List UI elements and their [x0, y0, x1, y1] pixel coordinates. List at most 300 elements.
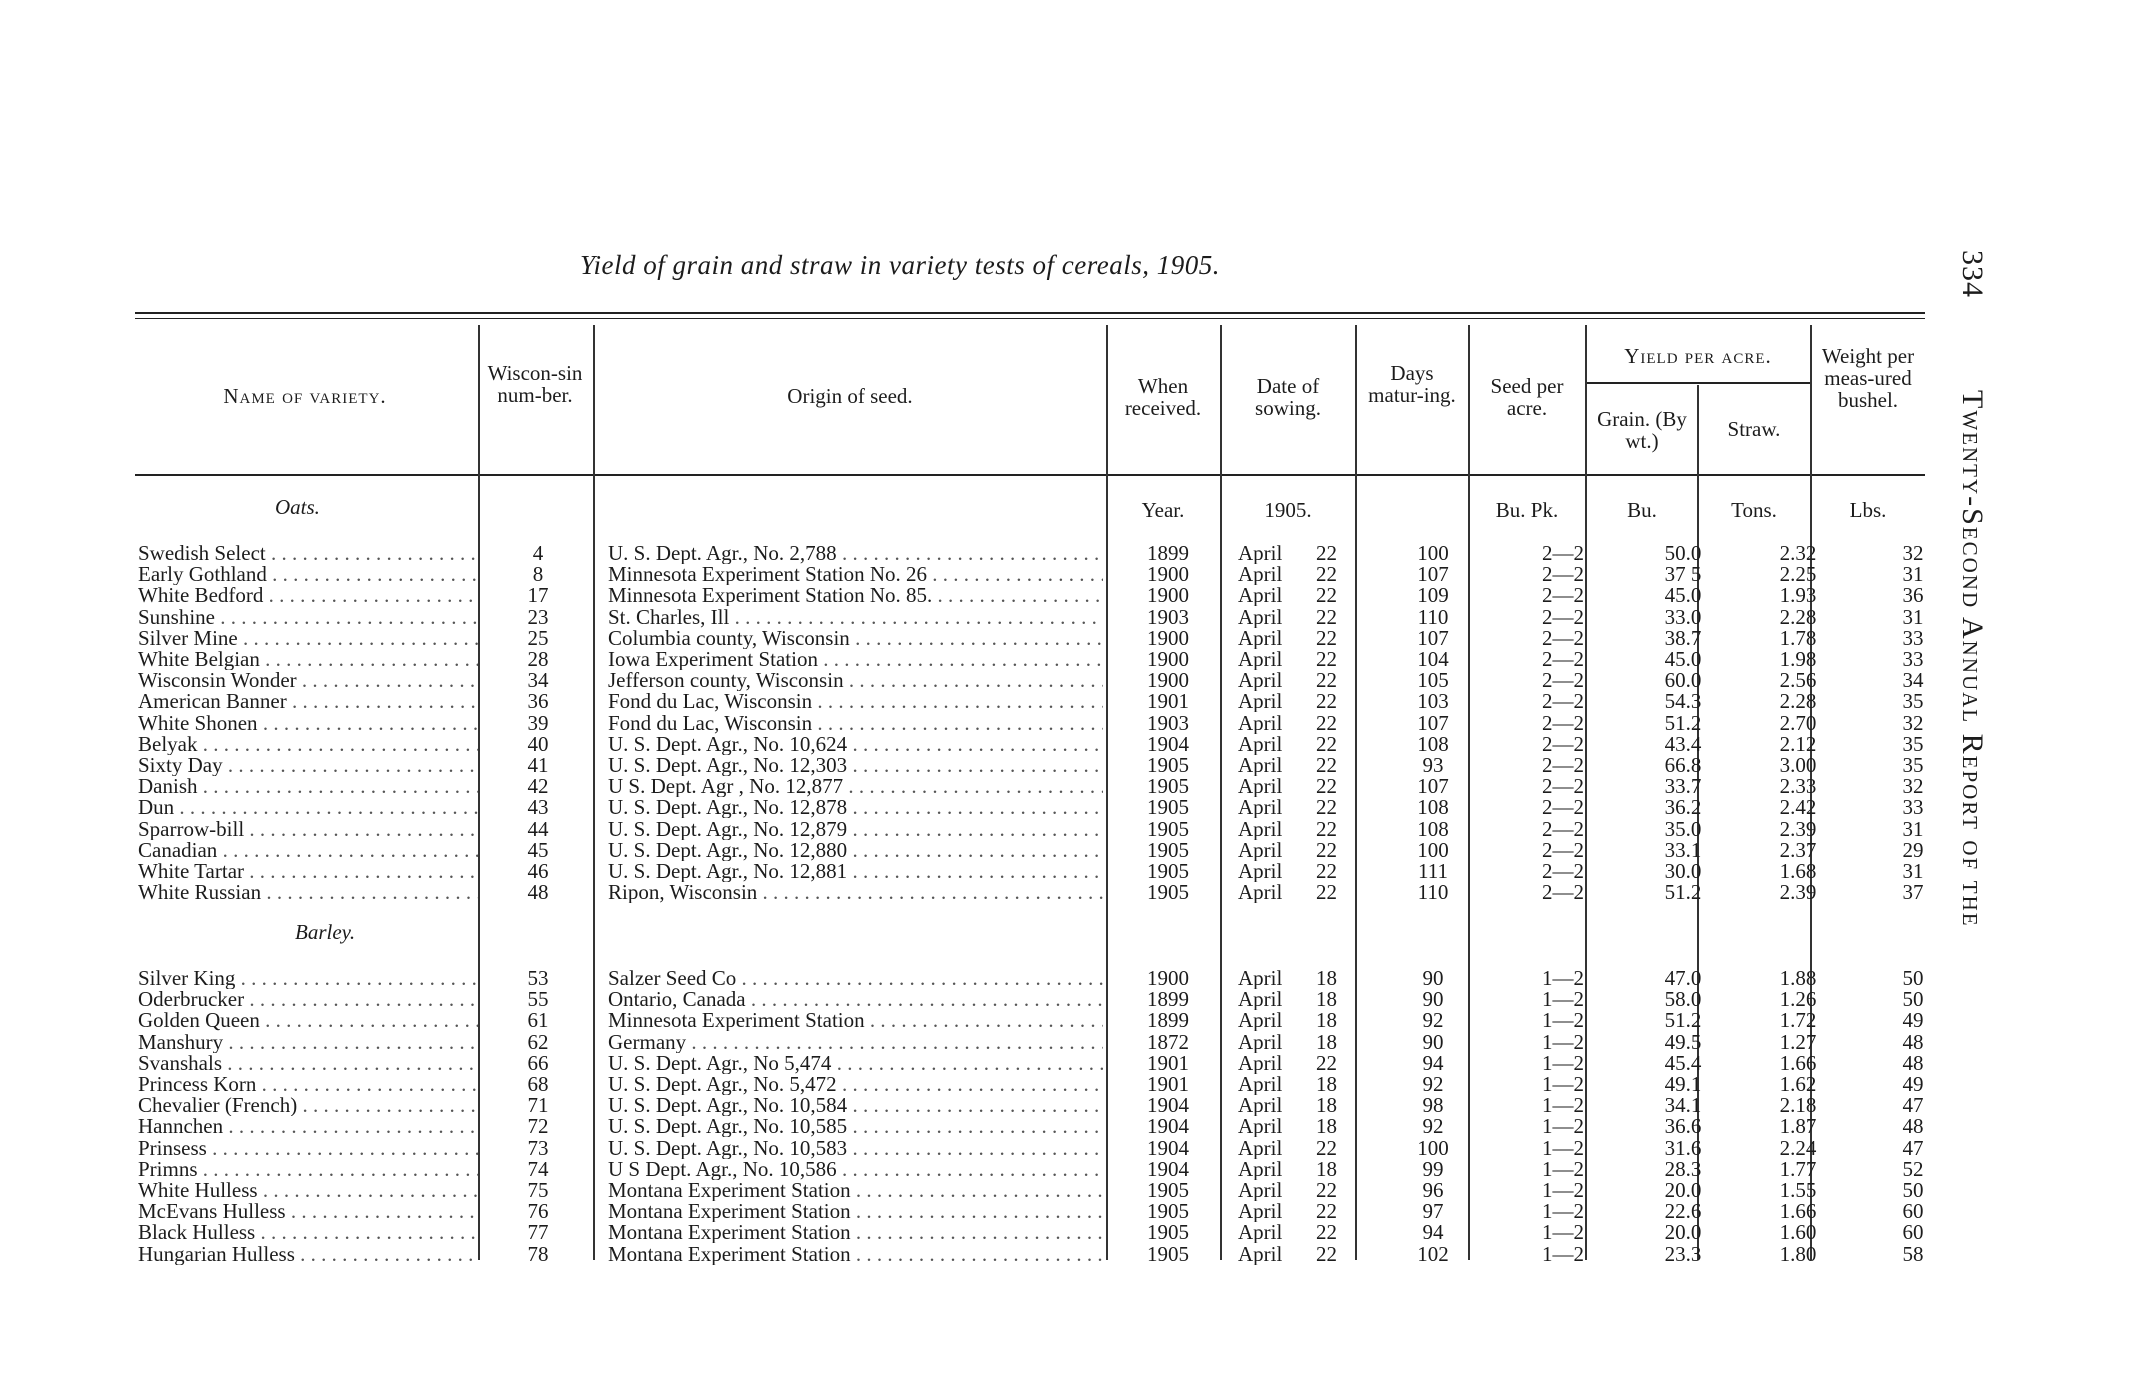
seed-per-acre: 2—2 [1542, 564, 1584, 586]
sowing-month: April [1238, 797, 1283, 819]
seed-per-acre: 1—2 [1542, 1052, 1584, 1074]
variety-name: Oderbrucker . . . [138, 989, 478, 1010]
days-maturing: 102 [1417, 1243, 1449, 1265]
days-maturing: 100 [1417, 1137, 1449, 1159]
seed-per-acre: 1—2 [1542, 1010, 1584, 1032]
sowing-day: 22 [1316, 733, 1337, 755]
date-of-sowing [1238, 564, 1368, 585]
variety-name: Princess Korn . . . [138, 1074, 478, 1095]
variety-name: Silver King . . . [138, 968, 478, 989]
sowing-month: April [1238, 627, 1283, 649]
date-of-sowing [1238, 1053, 1368, 1074]
variety-name: Swedish Select . . . [138, 543, 478, 564]
sowing-month: April [1238, 1243, 1283, 1265]
sowing-day: 22 [1316, 1243, 1337, 1265]
header-origin-of-seed: Origin of seed. [787, 384, 913, 408]
weight-per-bushel: 58 [1902, 1243, 1924, 1265]
when-received: 1905 [1147, 882, 1189, 904]
date-of-sowing [1238, 734, 1368, 755]
header-seed-per-acre: Seed per acre. [1490, 374, 1564, 420]
date-of-sowing [1238, 1180, 1368, 1201]
when-received: 1900 [1147, 627, 1189, 649]
origin-of-seed: U. S. Dept. Agr., No. 12,880 . . . [608, 840, 1103, 861]
straw-yield: 2.37 [1779, 839, 1817, 861]
days-maturing: 92 [1422, 1074, 1444, 1095]
when-received: 1903 [1147, 606, 1189, 628]
table-row [138, 755, 1928, 776]
weight-per-bushel: 35 [1902, 755, 1924, 776]
sowing-day: 22 [1316, 585, 1337, 607]
table-row [138, 861, 1928, 882]
sowing-month: April [1238, 1116, 1283, 1138]
sowing-month: April [1238, 989, 1283, 1011]
sowing-month: April [1238, 670, 1283, 692]
origin-of-seed: U. S. Dept. Agr., No. 12,303 . . . [608, 755, 1103, 776]
straw-yield: 2.18 [1779, 1095, 1817, 1117]
table-row [138, 1138, 1928, 1159]
seed-per-acre: 1—2 [1542, 989, 1584, 1011]
sowing-day: 22 [1316, 543, 1337, 564]
grain-yield: 23.3 [1664, 1243, 1702, 1265]
origin-of-seed: U S Dept. Agr., No. 10,586 . . . [608, 1159, 1103, 1180]
sowing-month: April [1238, 1052, 1283, 1074]
date-of-sowing [1238, 691, 1368, 712]
seed-per-acre: 2—2 [1542, 627, 1584, 649]
grain-yield: 33.7 [1664, 776, 1702, 798]
when-received: 1905 [1147, 776, 1189, 798]
seed-per-acre: 2—2 [1542, 712, 1584, 734]
wisconsin-number: 72 [527, 1116, 549, 1138]
straw-yield: 1.93 [1779, 585, 1817, 607]
sowing-day: 18 [1316, 1074, 1337, 1095]
when-received: 1905 [1147, 1243, 1189, 1265]
sowing-day: 22 [1316, 649, 1337, 670]
sowing-day: 18 [1316, 1031, 1337, 1053]
weight-per-bushel: 47 [1902, 1095, 1924, 1117]
date-of-sowing [1238, 607, 1368, 628]
days-maturing: 107 [1417, 627, 1449, 649]
weight-per-bushel: 47 [1902, 1137, 1924, 1159]
days-maturing: 96 [1422, 1180, 1444, 1201]
sowing-day: 22 [1316, 712, 1337, 734]
table-row [138, 564, 1928, 585]
straw-yield: 2.39 [1779, 818, 1817, 840]
variety-name: Silver Mine . . . [138, 628, 478, 649]
days-maturing: 90 [1422, 989, 1444, 1011]
date-of-sowing [1238, 713, 1368, 734]
sowing-day: 22 [1316, 1222, 1337, 1244]
grain-yield: 60.0 [1664, 670, 1702, 692]
weight-per-bushel: 32 [1902, 776, 1924, 798]
wisconsin-number: 77 [527, 1222, 549, 1244]
date-of-sowing [1238, 968, 1368, 989]
sowing-month: April [1238, 1010, 1283, 1032]
weight-per-bushel: 48 [1902, 1031, 1924, 1053]
weight-per-bushel: 33 [1902, 797, 1924, 819]
seed-per-acre: 2—2 [1542, 755, 1584, 776]
sowing-month: April [1238, 733, 1283, 755]
date-of-sowing [1238, 861, 1368, 882]
grain-yield: 20.0 [1664, 1180, 1702, 1201]
straw-yield: 1.66 [1779, 1201, 1817, 1223]
section-label-oats: Oats. [275, 495, 320, 519]
wisconsin-number: 42 [527, 776, 549, 798]
sowing-month: April [1238, 564, 1283, 586]
grain-yield: 50.0 [1664, 543, 1702, 564]
variety-name: White Russian . . . [138, 882, 478, 903]
sowing-day: 22 [1316, 670, 1337, 692]
straw-yield: 1.66 [1779, 1052, 1817, 1074]
straw-yield: 1.55 [1779, 1180, 1817, 1201]
sowing-month: April [1238, 1158, 1283, 1180]
seed-per-acre: 1—2 [1542, 1074, 1584, 1095]
variety-name: Sparrow-bill . . . [138, 819, 478, 840]
weight-per-bushel: 33 [1902, 627, 1924, 649]
sowing-day: 18 [1316, 989, 1337, 1011]
wisconsin-number: 71 [527, 1095, 549, 1117]
weight-per-bushel: 50 [1902, 968, 1924, 989]
sowing-day: 22 [1316, 1052, 1337, 1074]
straw-yield: 2.32 [1779, 543, 1817, 564]
table-row [138, 543, 1928, 564]
variety-name: Hannchen . . . [138, 1116, 478, 1137]
sowing-month: April [1238, 691, 1283, 713]
seed-per-acre: 2—2 [1542, 797, 1584, 819]
seed-per-acre: 1—2 [1542, 1031, 1584, 1053]
weight-per-bushel: 35 [1902, 733, 1924, 755]
variety-name: White Shonen . . . [138, 713, 478, 734]
seed-per-acre: 2—2 [1542, 691, 1584, 713]
origin-of-seed: U. S. Dept. Agr., No. 12,879 . . . [608, 819, 1103, 840]
grain-yield: 33.0 [1664, 606, 1702, 628]
when-received: 1900 [1147, 585, 1189, 607]
straw-yield: 1.98 [1779, 649, 1817, 670]
variety-name: Canadian . . . [138, 840, 478, 861]
grain-yield: 47.0 [1664, 968, 1702, 989]
wisconsin-number: 74 [527, 1158, 549, 1180]
when-received: 1901 [1147, 691, 1189, 713]
wisconsin-number: 40 [527, 733, 549, 755]
days-maturing: 109 [1417, 585, 1449, 607]
table-row [138, 734, 1928, 755]
weight-per-bushel: 50 [1902, 989, 1924, 1011]
seed-per-acre: 2—2 [1542, 839, 1584, 861]
seed-per-acre: 2—2 [1542, 670, 1584, 692]
sowing-day: 22 [1316, 1201, 1337, 1223]
when-received: 1905 [1147, 1222, 1189, 1244]
grain-yield: 49.1 [1664, 1074, 1702, 1095]
date-of-sowing [1238, 585, 1368, 606]
wisconsin-number: 34 [527, 670, 549, 692]
origin-of-seed: Ontario, Canada . . . [608, 989, 1103, 1010]
seed-per-acre: 2—2 [1542, 543, 1584, 564]
variety-name: Chevalier (French) . . . [138, 1095, 478, 1116]
date-of-sowing [1238, 1201, 1368, 1222]
origin-of-seed: U. S. Dept. Agr., No 5,474 . . . [608, 1053, 1103, 1074]
date-of-sowing [1238, 1159, 1368, 1180]
days-maturing: 105 [1417, 670, 1449, 692]
days-maturing: 107 [1417, 712, 1449, 734]
unit-sowing-year: 1905. [1264, 498, 1312, 522]
origin-of-seed: Minnesota Experiment Station No. 26 . . . [608, 564, 1103, 585]
when-received: 1872 [1147, 1031, 1189, 1053]
days-maturing: 107 [1417, 564, 1449, 586]
grain-yield: 66.8 [1664, 755, 1702, 776]
variety-name: Danish . . . [138, 776, 478, 797]
date-of-sowing [1238, 670, 1368, 691]
seed-per-acre: 1—2 [1542, 1116, 1584, 1138]
when-received: 1905 [1147, 755, 1189, 776]
section-label-barley: Barley. [295, 920, 356, 944]
weight-per-bushel: 31 [1902, 861, 1924, 882]
straw-yield: 1.26 [1779, 989, 1817, 1011]
weight-per-bushel: 32 [1902, 712, 1924, 734]
variety-name: Early Gothland . . . [138, 564, 478, 585]
weight-per-bushel: 49 [1902, 1010, 1924, 1032]
weight-per-bushel: 29 [1902, 839, 1924, 861]
when-received: 1904 [1147, 733, 1189, 755]
straw-yield: 2.28 [1779, 606, 1817, 628]
sowing-month: April [1238, 1074, 1283, 1095]
wisconsin-number: 17 [527, 585, 549, 607]
grain-yield: 51.2 [1664, 882, 1702, 904]
days-maturing: 108 [1417, 733, 1449, 755]
origin-of-seed: U. S. Dept. Agr., No. 10,584 . . . [608, 1095, 1103, 1116]
when-received: 1904 [1147, 1137, 1189, 1159]
date-of-sowing [1238, 882, 1368, 903]
sowing-month: April [1238, 1137, 1283, 1159]
grain-yield: 51.2 [1664, 1010, 1702, 1032]
variety-name: Sunshine . . . [138, 607, 478, 628]
wisconsin-number: 62 [527, 1031, 549, 1053]
sowing-day: 22 [1316, 606, 1337, 628]
seed-per-acre: 2—2 [1542, 882, 1584, 904]
straw-yield: 1.27 [1779, 1031, 1817, 1053]
table-row [138, 1180, 1928, 1201]
grain-yield: 38.7 [1664, 627, 1702, 649]
seed-per-acre: 1—2 [1542, 1222, 1584, 1244]
weight-per-bushel: 49 [1902, 1074, 1924, 1095]
days-maturing: 98 [1422, 1095, 1444, 1117]
days-maturing: 97 [1422, 1201, 1444, 1223]
days-maturing: 93 [1422, 755, 1444, 776]
wisconsin-number: 61 [527, 1010, 549, 1032]
straw-yield: 1.77 [1779, 1158, 1817, 1180]
header-straw: Straw. [1727, 417, 1781, 441]
origin-of-seed: St. Charles, Ill . . . [608, 607, 1103, 628]
sowing-day: 18 [1316, 1095, 1337, 1117]
straw-yield: 1.62 [1779, 1074, 1817, 1095]
variety-name: Prinsess . . . [138, 1138, 478, 1159]
origin-of-seed: U. S. Dept. Agr., No. 12,878 . . . [608, 797, 1103, 818]
table-row [138, 1010, 1928, 1031]
days-maturing: 100 [1417, 543, 1449, 564]
table-row [138, 1159, 1928, 1180]
variety-name: American Banner . . . [138, 691, 478, 712]
weight-per-bushel: 32 [1902, 543, 1924, 564]
variety-name: Sixty Day . . . [138, 755, 478, 776]
sowing-day: 18 [1316, 1158, 1337, 1180]
table-row [138, 607, 1928, 628]
grain-yield: 31.6 [1664, 1137, 1702, 1159]
date-of-sowing [1238, 1138, 1368, 1159]
header-bottom-rule [135, 474, 1925, 476]
seed-per-acre: 1—2 [1542, 1243, 1584, 1265]
wisconsin-number: 55 [527, 989, 549, 1011]
variety-name: Dun . . . [138, 797, 478, 818]
wisconsin-number: 41 [527, 755, 549, 776]
unit-straw: Tons. [1731, 498, 1777, 522]
weight-per-bushel: 33 [1902, 649, 1924, 670]
date-of-sowing [1238, 755, 1368, 776]
origin-of-seed: U. S. Dept. Agr., No. 2,788 . . . [608, 543, 1103, 564]
sowing-day: 22 [1316, 564, 1337, 586]
variety-name: Hungarian Hulless . . . [138, 1244, 478, 1265]
unit-grain: Bu. [1627, 498, 1657, 522]
variety-name: Manshury . . . [138, 1032, 478, 1053]
when-received: 1905 [1147, 818, 1189, 840]
days-maturing: 111 [1418, 861, 1448, 882]
straw-yield: 2.28 [1779, 691, 1817, 713]
variety-name: White Tartar . . . [138, 861, 478, 882]
sowing-month: April [1238, 585, 1283, 607]
straw-yield: 3.00 [1779, 755, 1817, 776]
days-maturing: 94 [1422, 1222, 1444, 1244]
sowing-month: April [1238, 1031, 1283, 1053]
sowing-day: 22 [1316, 755, 1337, 776]
when-received: 1899 [1147, 989, 1189, 1011]
table-row [138, 1201, 1928, 1222]
sowing-day: 18 [1316, 1116, 1337, 1138]
sowing-month: April [1238, 1095, 1283, 1117]
when-received: 1904 [1147, 1116, 1189, 1138]
page-number: 334 [1956, 250, 1989, 298]
sowing-month: April [1238, 755, 1283, 776]
table-row [138, 797, 1928, 818]
table-row [138, 1116, 1928, 1137]
weight-per-bushel: 52 [1902, 1158, 1924, 1180]
wisconsin-number: 4 [532, 543, 544, 564]
days-maturing: 90 [1422, 968, 1444, 989]
table-row [138, 968, 1928, 989]
straw-yield: 2.24 [1779, 1137, 1817, 1159]
weight-per-bushel: 31 [1902, 818, 1924, 840]
weight-per-bushel: 48 [1902, 1116, 1924, 1138]
sowing-month: April [1238, 649, 1283, 670]
unit-seed: Bu. Pk. [1495, 498, 1559, 522]
when-received: 1900 [1147, 564, 1189, 586]
origin-of-seed: Iowa Experiment Station . . . [608, 649, 1103, 670]
wisconsin-number: 43 [527, 797, 549, 819]
table-row [138, 628, 1928, 649]
sowing-month: April [1238, 712, 1283, 734]
straw-yield: 2.42 [1779, 797, 1817, 819]
origin-of-seed: Minnesota Experiment Station . . . [608, 1010, 1103, 1031]
when-received: 1901 [1147, 1052, 1189, 1074]
when-received: 1903 [1147, 712, 1189, 734]
when-received: 1905 [1147, 1201, 1189, 1223]
sowing-month: April [1238, 818, 1283, 840]
sowing-day: 22 [1316, 797, 1337, 819]
variety-name: Belyak . . . [138, 734, 478, 755]
origin-of-seed: Montana Experiment Station . . . [608, 1201, 1103, 1222]
straw-yield: 2.25 [1779, 564, 1817, 586]
days-maturing: 110 [1417, 882, 1449, 904]
header-days-maturing: Days matur-ing. [1368, 361, 1456, 407]
seed-per-acre: 2—2 [1542, 733, 1584, 755]
when-received: 1904 [1147, 1158, 1189, 1180]
date-of-sowing [1238, 1010, 1368, 1031]
grain-yield: 54.3 [1664, 691, 1702, 713]
unit-weight: Lbs. [1849, 498, 1887, 522]
weight-per-bushel: 60 [1902, 1222, 1924, 1244]
variety-name: Golden Queen . . . [138, 1010, 478, 1031]
variety-name: White Belgian . . . [138, 649, 478, 670]
grain-yield: 58.0 [1664, 989, 1702, 1011]
wisconsin-number: 68 [527, 1074, 549, 1095]
straw-yield: 2.70 [1779, 712, 1817, 734]
sowing-month: April [1238, 968, 1283, 989]
sowing-day: 22 [1316, 627, 1337, 649]
wisconsin-number: 8 [532, 564, 544, 586]
wisconsin-number: 66 [527, 1052, 549, 1074]
sowing-day: 22 [1316, 818, 1337, 840]
grain-yield: 43.4 [1664, 733, 1702, 755]
sowing-day: 22 [1316, 839, 1337, 861]
wisconsin-number: 44 [527, 818, 549, 840]
days-maturing: 108 [1417, 818, 1449, 840]
table-row [138, 1032, 1928, 1053]
days-maturing: 94 [1422, 1052, 1444, 1074]
date-of-sowing [1238, 628, 1368, 649]
grain-yield: 45.0 [1664, 585, 1702, 607]
grain-yield: 30.0 [1664, 861, 1702, 882]
days-maturing: 108 [1417, 797, 1449, 819]
date-of-sowing [1238, 649, 1368, 670]
straw-yield: 1.87 [1779, 1116, 1817, 1138]
when-received: 1905 [1147, 797, 1189, 819]
date-of-sowing [1238, 989, 1368, 1010]
weight-per-bushel: 37 [1902, 882, 1924, 904]
weight-per-bushel: 35 [1902, 691, 1924, 713]
table-row [138, 1074, 1928, 1095]
wisconsin-number: 73 [527, 1137, 549, 1159]
date-of-sowing [1238, 776, 1368, 797]
days-maturing: 92 [1422, 1116, 1444, 1138]
days-maturing: 90 [1422, 1031, 1444, 1053]
when-received: 1899 [1147, 543, 1189, 564]
sowing-day: 22 [1316, 691, 1337, 713]
straw-yield: 2.33 [1779, 776, 1817, 798]
when-received: 1900 [1147, 670, 1189, 692]
origin-of-seed: U. S. Dept. Agr., No. 10,624 . . . [608, 734, 1103, 755]
variety-name: White Hulless . . . [138, 1180, 478, 1201]
origin-of-seed: Minnesota Experiment Station No. 85. . . . [608, 585, 1103, 606]
wisconsin-number: 75 [527, 1180, 549, 1201]
table-row [138, 649, 1928, 670]
sowing-month: April [1238, 1222, 1283, 1244]
grain-yield: 28.3 [1664, 1158, 1702, 1180]
wisconsin-number: 46 [527, 861, 549, 882]
date-of-sowing [1238, 1095, 1368, 1116]
seed-per-acre: 2—2 [1542, 861, 1584, 882]
days-maturing: 100 [1417, 839, 1449, 861]
yield-subheader-rule [1585, 382, 1810, 384]
page-title: Yield of grain and straw in variety tests of cereals, 1905. [580, 250, 1220, 280]
days-maturing: 92 [1422, 1010, 1444, 1032]
straw-yield: 1.60 [1779, 1222, 1817, 1244]
grain-yield: 45.4 [1664, 1052, 1702, 1074]
